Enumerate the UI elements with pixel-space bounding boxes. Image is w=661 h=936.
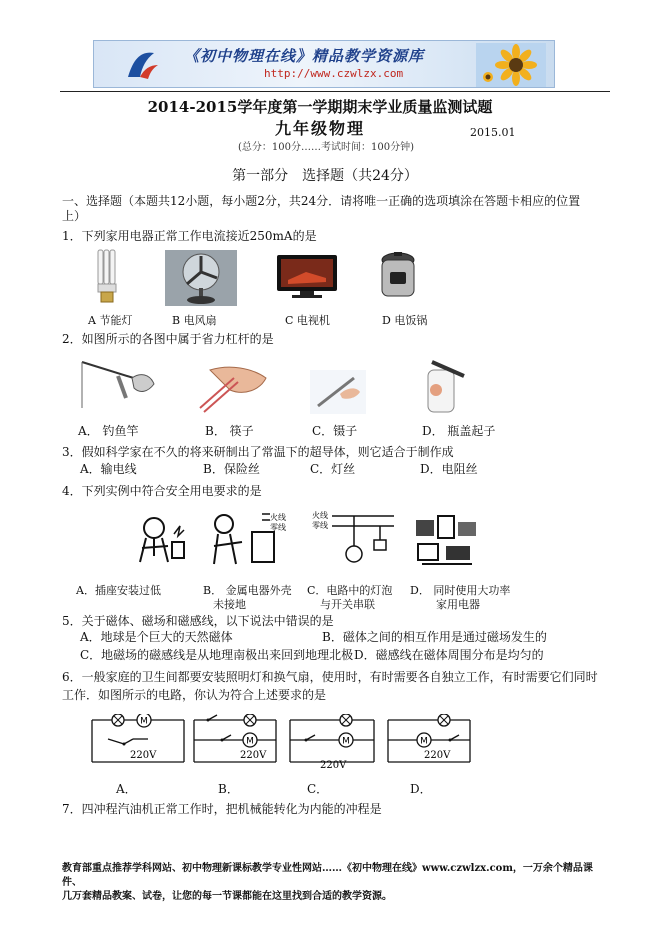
child-socket-icon	[128, 512, 190, 572]
q4-option-c-cont: 与开关串联	[320, 598, 375, 611]
exam-subject: 九年级物理	[274, 119, 365, 138]
fig-live-label: 火线	[270, 513, 286, 522]
switch-icon	[124, 739, 133, 744]
wire	[108, 739, 124, 744]
fishing-rod-icon	[78, 358, 158, 414]
tv-icon	[276, 254, 338, 300]
q4-stem: 4．下列实例中符合安全用电要求的是	[62, 484, 262, 498]
q4-option-b-cont: 未接地	[213, 598, 246, 611]
q6-option-b[interactable]: B．	[218, 782, 239, 796]
appliance-shell-icon	[208, 510, 288, 572]
footer-line2: 几万套精品教案、试卷，让您的每一节课都能在这里找到合适的教学资源。	[62, 891, 392, 902]
lamp-switch-circuit-icon	[310, 510, 396, 572]
bulb-icon	[92, 248, 122, 306]
q6-option-d[interactable]: D．	[410, 782, 432, 796]
fig-neutral-label-c: 零线	[312, 521, 328, 530]
switch-icon	[450, 735, 459, 740]
q7-stem: 7．四冲程汽油机正常工作时，把机械能转化为内能的冲程是	[62, 802, 382, 816]
q2-option-b[interactable]: B． 筷子	[205, 424, 254, 438]
motor-label: M	[140, 716, 148, 727]
bottle-opener-icon	[414, 356, 476, 416]
q1-option-c[interactable]: C 电视机	[285, 314, 330, 327]
voltage-label: 220V	[424, 750, 451, 761]
q5-option-a[interactable]: A．地球是个巨大的天然磁体	[80, 630, 233, 644]
q1-option-b[interactable]: B 电风扇	[172, 314, 217, 327]
chopsticks-icon	[190, 360, 270, 414]
circuit-a[interactable]	[88, 714, 188, 772]
tweezers-icon	[310, 370, 366, 414]
switch-icon	[222, 735, 231, 740]
q1-option-a[interactable]: A 节能灯	[88, 314, 133, 327]
overload-icon	[412, 512, 482, 572]
footer-line1: 教育部重点推荐学科网站、初中物理新课标教学专业性网站……《初中物理在线》www.czwlzx.com，一万余个精品课件、	[62, 863, 593, 888]
voltage-label: 220V	[130, 750, 157, 761]
circuit-b[interactable]	[190, 714, 280, 772]
q5-option-d[interactable]: D．磁感线在磁体周围分布是均匀的	[354, 648, 544, 662]
q6-stem-line1: 6．一般家庭的卫生间都要安装照明灯和换气扇，使用时，有时需要各自独立工作，有时需要它们同时	[62, 670, 598, 684]
q3-option-c[interactable]: C．灯丝	[310, 462, 356, 476]
q2-stem: 2．如图所示的各图中属于省力杠杆的是	[62, 332, 274, 346]
q1-option-d[interactable]: D 电饭锅	[382, 314, 428, 327]
banner	[93, 40, 555, 88]
header-rule	[60, 91, 610, 92]
motor-label: M	[342, 736, 350, 747]
instructions-line1: 一、选择题（本题共12小题，每小题2分，共24分．请将唯一正确的选项填涂在答题卡相应的位置	[62, 194, 581, 208]
motor-label: M	[246, 736, 254, 747]
switch-icon	[208, 715, 217, 720]
q1-stem: 1．下列家用电器正常工作电流接近250mA的是	[62, 229, 317, 243]
q2-option-c[interactable]: C．镊子	[312, 424, 358, 438]
voltage-label: 220V	[320, 760, 347, 771]
banner-url[interactable]: http://www.czwlzx.com	[264, 67, 404, 80]
banner-title: 《初中物理在线》精品教学资源库	[184, 47, 425, 65]
q5-stem: 5．关于磁体、磁场和磁感线，以下说法中错误的是	[62, 614, 334, 628]
q4-option-b[interactable]: B． 金属电器外壳	[203, 584, 292, 597]
voltage-label: 220V	[240, 750, 267, 761]
q3-option-b[interactable]: B．保险丝	[203, 462, 260, 476]
q2-option-d[interactable]: D． 瓶盖起子	[422, 424, 496, 438]
q3-option-a[interactable]: A．输电线	[80, 462, 137, 476]
q5-option-b[interactable]: B．磁体之间的相互作用是通过磁场发生的	[322, 630, 547, 644]
q6-option-c[interactable]: C．	[307, 782, 329, 796]
q5-option-c[interactable]: C．地磁场的磁感线是从地理南极出来回到地理北极	[80, 648, 354, 662]
exam-date: 2015.01	[470, 126, 516, 139]
footer	[62, 862, 602, 904]
q6-option-a[interactable]: A．	[116, 782, 137, 796]
q4-option-d[interactable]: D． 同时使用大功率	[410, 584, 511, 597]
exam-meta: (总分：100分……考试时间：100分钟)	[238, 142, 414, 153]
q2-option-a[interactable]: A． 钓鱼竿	[78, 424, 139, 438]
q3-stem: 3．假如科学家在不久的将来研制出了常温下的超导体，则它适合于制作成	[62, 445, 454, 459]
circuit-d[interactable]	[384, 714, 474, 772]
q6-stem-line2: 工作．如图所示的电路，你认为符合上述要求的是	[62, 688, 327, 702]
fig-live-label-c: 火线	[312, 511, 328, 520]
logo-icon	[124, 47, 160, 83]
q4-option-d-cont: 家用电器	[436, 598, 480, 611]
q3-option-d[interactable]: D．电阻丝	[420, 462, 478, 476]
sunflower-icon	[476, 43, 546, 87]
exam-title: 2014-2015学年度第一学期期末学业质量监测试题	[147, 98, 493, 116]
q4-option-a[interactable]: A．插座安装过低	[76, 584, 161, 597]
q4-option-c[interactable]: C．电路中的灯泡	[307, 584, 393, 597]
fig-neutral-label: 零线	[270, 523, 286, 532]
part-heading: 第一部分 选择题（共24分）	[232, 168, 418, 184]
circuit-c[interactable]	[286, 714, 378, 772]
rice-cooker-icon	[378, 250, 418, 304]
fan-icon	[165, 250, 237, 306]
instructions-line2: 上）	[62, 209, 87, 223]
motor-label: M	[420, 736, 428, 747]
switch-icon	[306, 735, 315, 740]
